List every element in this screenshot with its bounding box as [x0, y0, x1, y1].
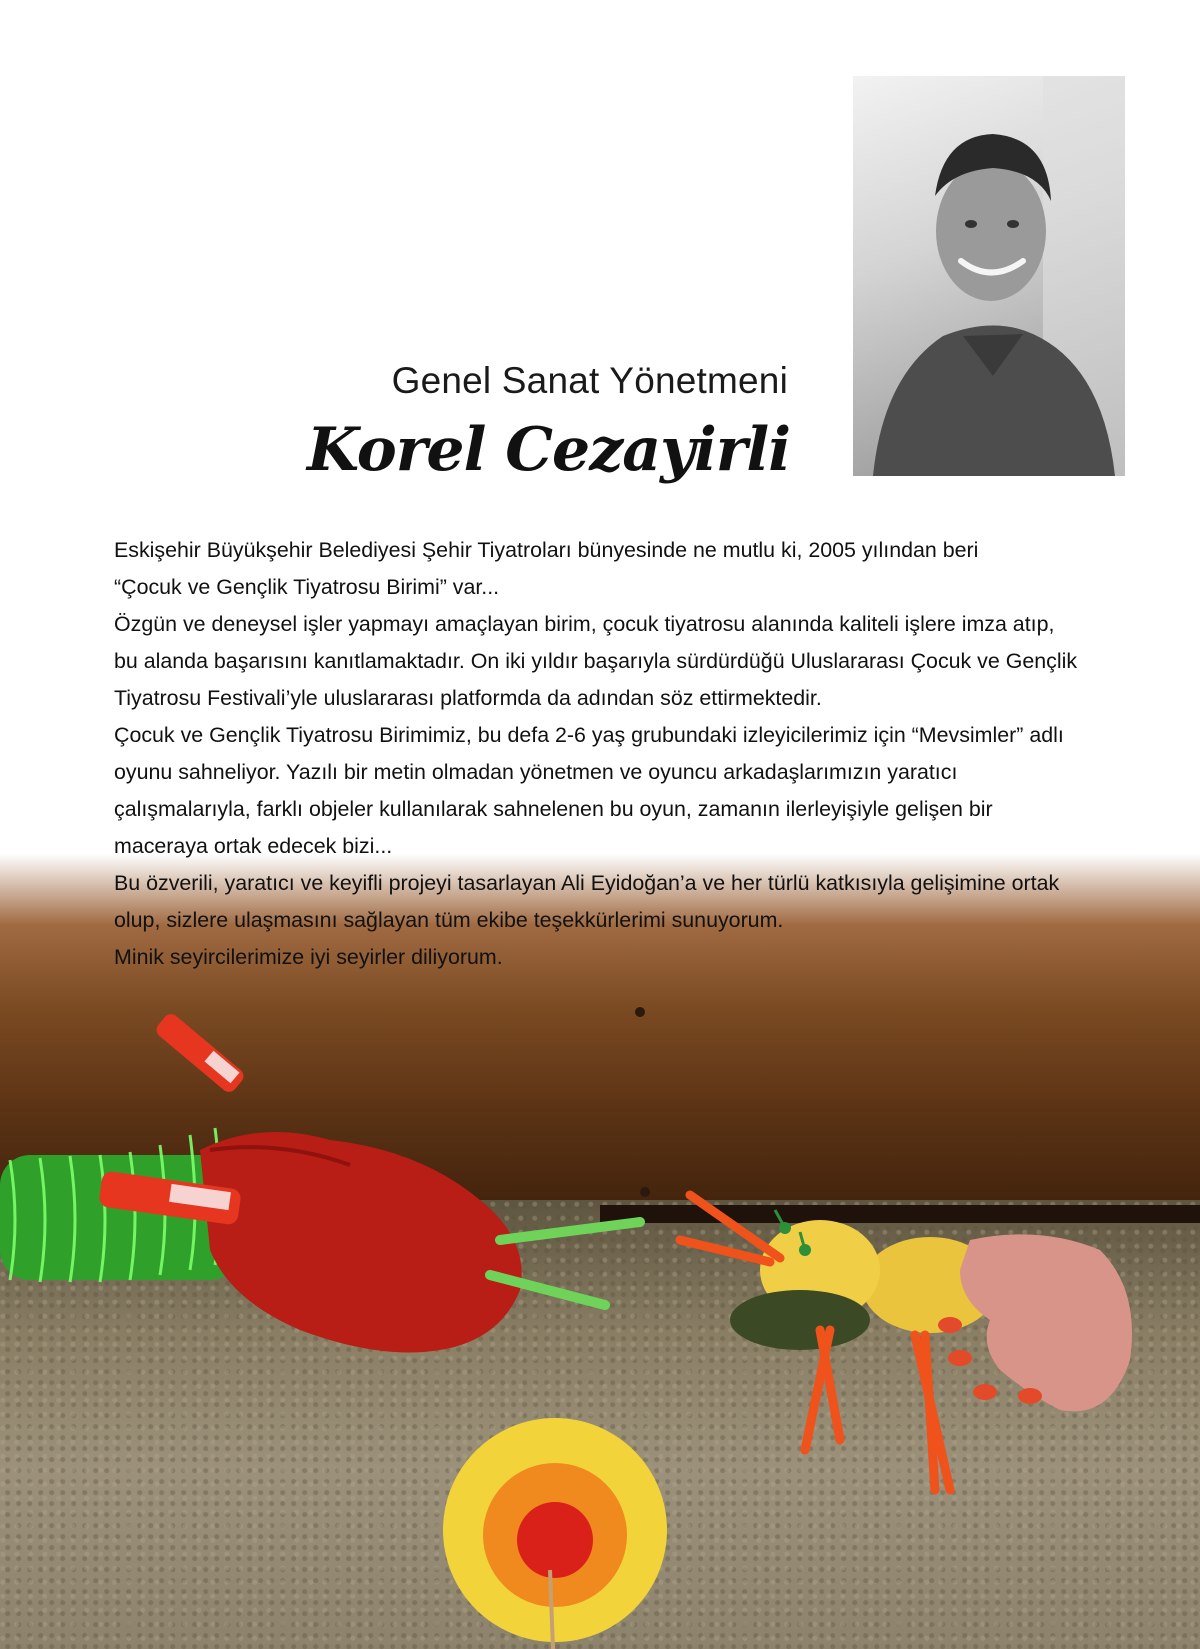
message-line: Eskişehir Büyükşehir Belediyesi Şehir Tiyatroları bünyesinde ne mutlu ki, 2005 yılından beri: [114, 538, 979, 562]
message-line: maceraya ortak edecek bizi...: [114, 834, 393, 858]
message-line: Çocuk ve Gençlik Tiyatrosu Birimimiz, bu defa 2-6 yaş grubundaki izleyicilerimiz için “Mevsimler” adlı: [114, 723, 1064, 747]
message-line: olup, sizlere ulaşmasını sağlayan tüm ekibe teşekkürlerimi sunuyorum.: [114, 908, 784, 932]
message-line: Bu özverili, yaratıcı ve keyifli projeyi tasarlayan Ali Eyidoğan’a ve her türlü katkısıyla gelişimine ortak: [114, 871, 1060, 895]
director-portrait: [853, 76, 1125, 476]
clothespin-red-1: [153, 1011, 246, 1095]
director-name: Korel Cezayirli: [306, 415, 790, 485]
message-line: çalışmalarıyla, farklı objeler kullanılarak sahnelenen bu oyun, zamanın ilerleyişiyle gelişen bir: [114, 797, 993, 821]
message-line: Özgün ve deneysel işler yapmayı amaçlayan birim, çocuk tiyatrosu alanında kaliteli işlere imza atıp,: [114, 612, 1055, 636]
paper-flower: [443, 1418, 667, 1649]
portrait-silhouette: [853, 76, 1125, 476]
director-message: [114, 532, 1104, 976]
role-title: Genel Sanat Yönetmeni: [391, 360, 788, 401]
message-line: bu alanda başarısını kanıtlamaktadır. On iki yıldır başarıyla sürdürdüğü Uluslararası Çocuk ve Gençlik: [114, 649, 1078, 673]
red-glove: [200, 1132, 522, 1353]
wall-ledge: [600, 1205, 1200, 1223]
screw-1: [635, 1007, 645, 1017]
screw-2: [640, 1187, 650, 1197]
message-line: “Çocuk ve Gençlik Tiyatrosu Birimi” var...: [114, 575, 500, 599]
message-line: oyunu sahneliyor. Yazılı bir metin olmadan yönetmen ve oyuncu arkadaşlarımızın yaratıcı: [114, 760, 958, 784]
message-line: Tiyatrosu Festivali’yle uluslararası platformda da adından söz ettirmektedir.: [114, 686, 822, 710]
message-line: Minik seyircilerimize iyi seyirler diliyorum.: [114, 945, 503, 969]
